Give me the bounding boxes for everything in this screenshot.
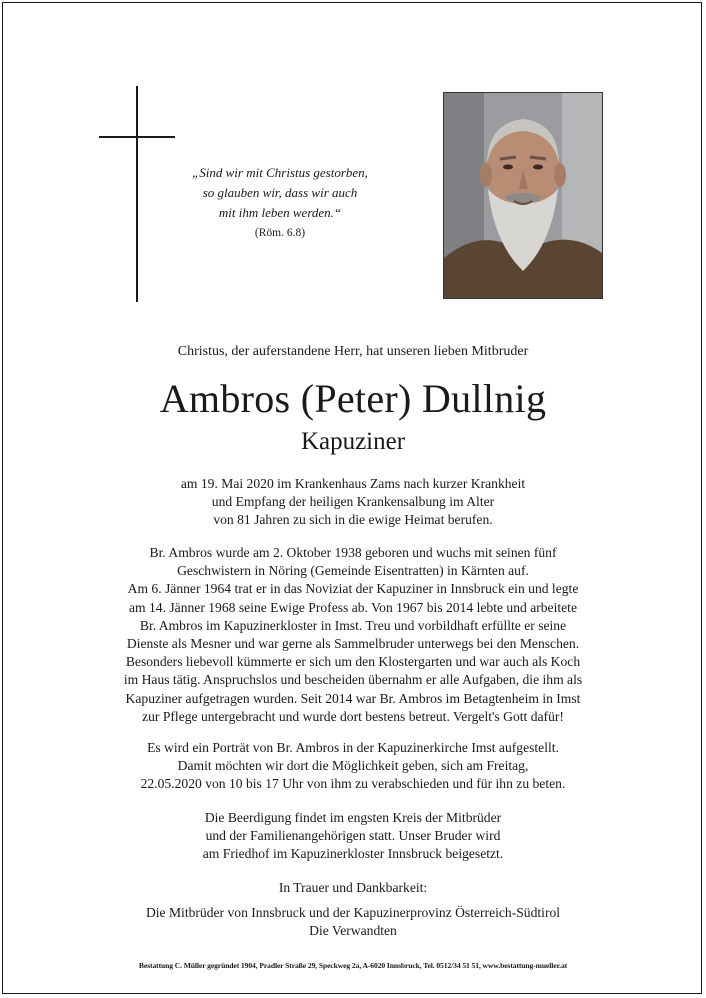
portrait-notice-line: Damit möchten wir dort die Möglichkeit geben, sich am Freitag, — [177, 758, 529, 774]
bible-quote — [185, 163, 375, 243]
obituary-card — [2, 2, 702, 994]
death-notice-line: und Empfang der heiligen Krankensalbung im Alter — [211, 494, 495, 510]
intro-text: Christus, der auferstandene Herr, hat unseren lieben Mitbruder — [177, 344, 529, 359]
quote-reference: (Röm. 6.8) — [254, 227, 306, 239]
funeral-notice-line: am Friedhof im Kapuzinerkloster Innsbruck beigesetzt. — [202, 846, 504, 862]
quote-line: so glauben wir, dass wir auch — [202, 185, 358, 200]
mourners — [43, 904, 663, 940]
biography-line: zur Pflege untergebracht und wurde dort bestens betreut. Vergelt's Gott dafür! — [142, 708, 564, 724]
cross-icon-bar — [99, 136, 175, 138]
biography-line: Dienste als Mesner und war gerne als Sammelbruder unterwegs bei den Menschen. — [126, 636, 580, 652]
portrait-notice-line: 22.05.2020 von 10 bis 17 Uhr von ihm zu verabschieden und für ihn zu beten. — [140, 776, 566, 792]
mourning-heading: In Trauer und Dankbarkeit: — [278, 880, 428, 895]
deceased-name: Ambros (Peter) Dullnig — [159, 376, 547, 421]
biography-line: Am 6. Jänner 1964 trat er in das Noviziat der Kapuziner in Innsbruck ein und legte — [127, 581, 579, 597]
biography-line: im Haus tätig. Anspruchslos und bescheiden übernahm er alle Aufgaben, die ihm als — [123, 672, 583, 688]
biography-line: Br. Ambros wurde am 2. Oktober 1938 geboren und wuchs mit seinen fünf — [149, 545, 557, 560]
funeral-home-footer: Bestattung C. Müller gegründet 1904, Pradler Straße 29, Speckweg 2a, A-6020 Innsbruck, Tel. 0512/34 51 51, www.bestattung-mueller.at — [138, 961, 568, 970]
portrait-photo — [443, 92, 603, 299]
biography-line: am 14. Jänner 1968 seine Ewige Profess ab. Von 1967 bis 2014 lebte und arbeitete — [128, 599, 577, 615]
biography — [43, 544, 663, 726]
mourners-line: Die Mitbrüder von Innsbruck und der Kapuzinerprovinz Österreich-Südtirol — [145, 905, 561, 920]
religious-order: Kapuziner — [300, 428, 406, 455]
biography-line: Besonders liebevoll kümmerte er sich um den Klostergarten und war auch als Koch — [125, 654, 581, 670]
death-notice-line: am 19. Mai 2020 im Krankenhaus Zams nach kurzer Krankheit — [180, 476, 526, 491]
funeral-notice-line: und der Familienangehörigen statt. Unser Bruder wird — [205, 828, 501, 844]
biography-line: Geschwistern in Nöring (Gemeinde Eisentratten) in Kärnten auf. — [177, 563, 529, 579]
biography-line: Br. Ambros im Kapuzinerkloster in Imst. Treu und vorbildhaft erfüllte er seine — [139, 617, 567, 633]
cross-icon — [136, 86, 138, 302]
funeral-notice — [43, 809, 663, 864]
portrait-notice-line: Es wird ein Porträt von Br. Ambros in der Kapuzinerkirche Imst aufgestellt. — [147, 740, 559, 755]
quote-line: „Sind wir mit Christus gestorben, — [192, 165, 368, 180]
death-notice-line: von 81 Jahren zu sich in die ewige Heimat berufen. — [213, 512, 493, 528]
biography-line: Kapuziner aufgetragen wurden. Seit 2014 war Br. Ambros im Betagtenheim in Imst — [125, 690, 581, 706]
death-notice — [43, 475, 663, 530]
quote-line: mit ihm leben werden.“ — [218, 205, 342, 220]
funeral-notice-line: Die Beerdigung findet im engsten Kreis der Mitbrüder — [204, 810, 502, 825]
portrait-notice — [43, 739, 663, 794]
mourners-line: Die Verwandten — [309, 923, 397, 939]
portrait-image — [444, 93, 602, 298]
